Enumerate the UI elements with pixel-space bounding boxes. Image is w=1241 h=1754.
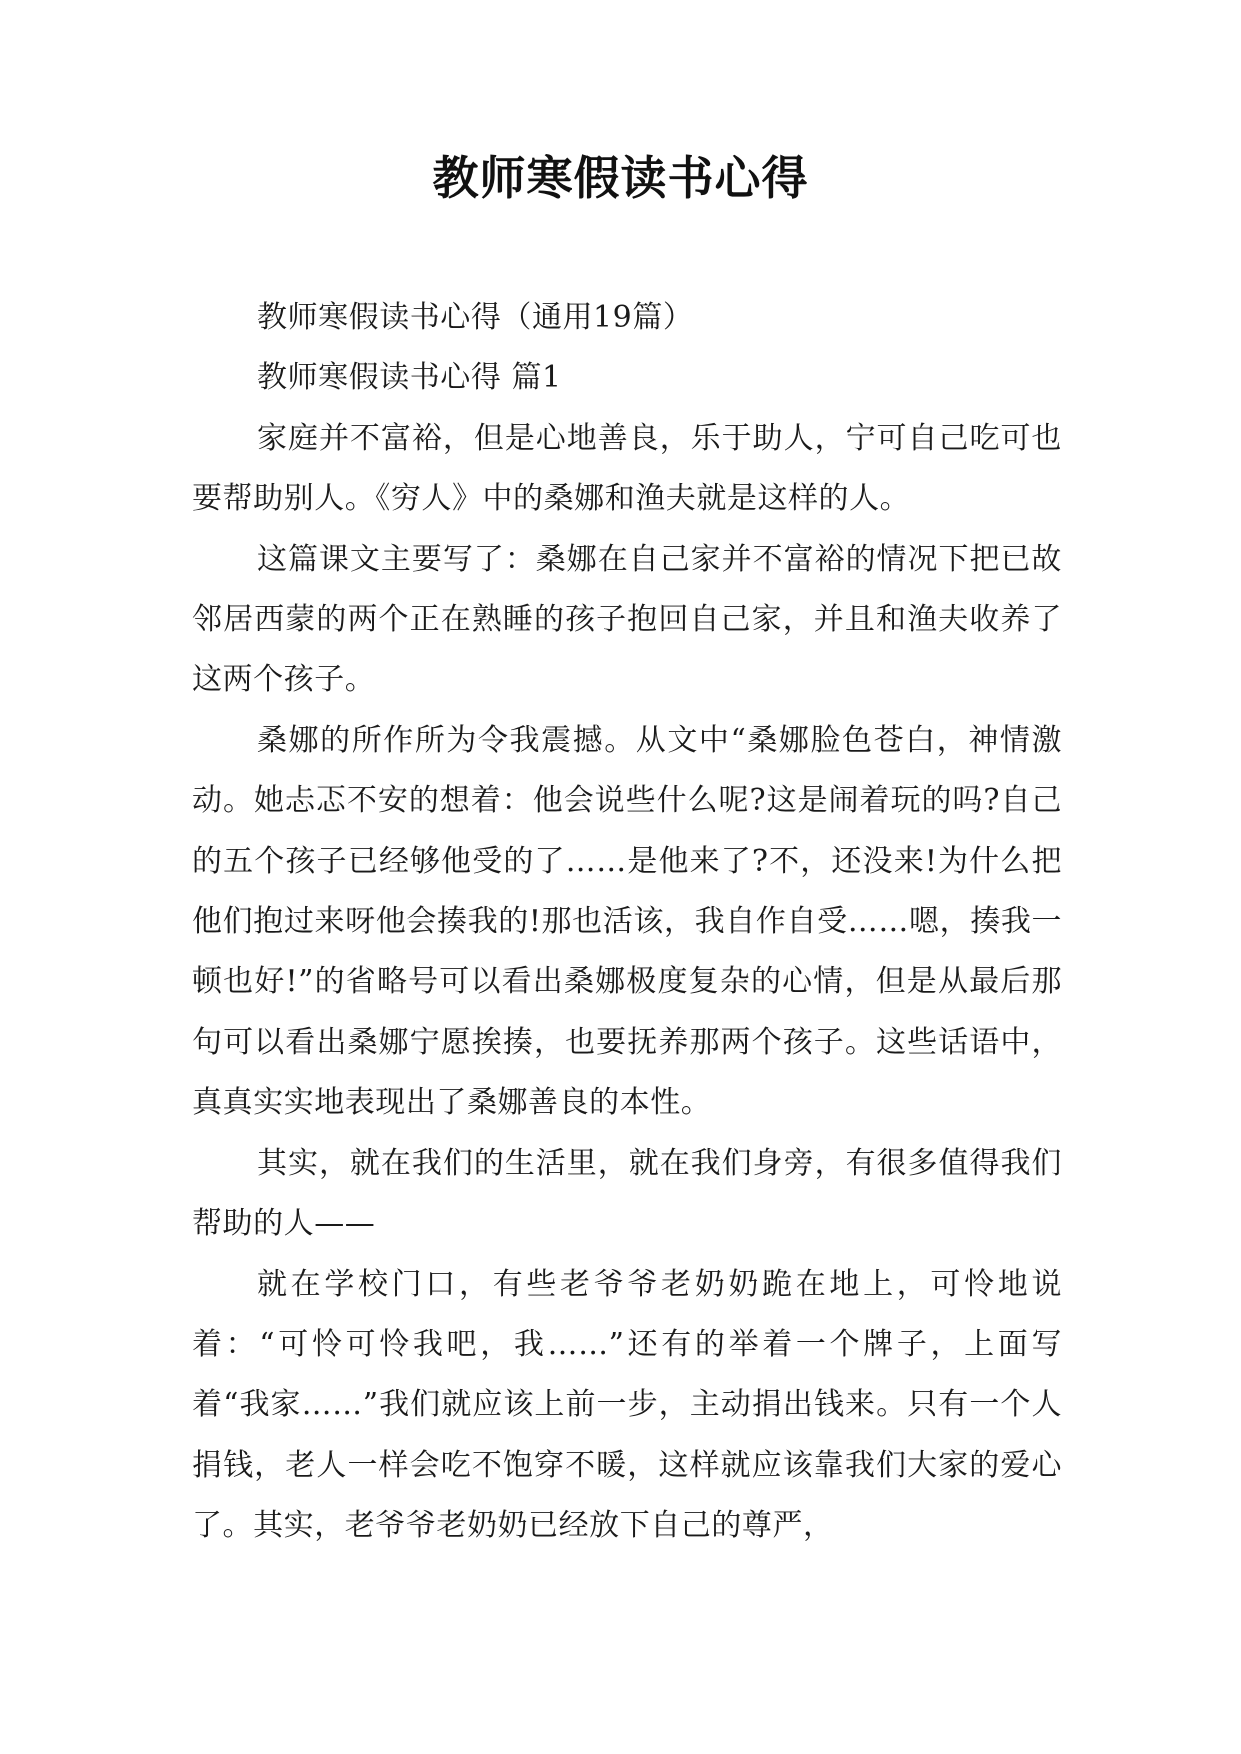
document-body bbox=[192, 288, 1062, 1557]
paragraph-section-heading: 教师寒假读书心得 篇1 bbox=[257, 360, 562, 396]
paragraph: 这篇课文主要写了：桑娜在自己家并不富裕的情况下把已故邻居西蒙的两个正在熟睡的孩子抱回自己家，并且和渔夫收养了这两个孩子。 bbox=[192, 541, 1062, 698]
paragraph-subtitle: 教师寒假读书心得（通用19篇） bbox=[257, 300, 694, 335]
document-title: 教师寒假读书心得 bbox=[432, 151, 809, 205]
paragraph: 就在学校门口，有些老爷爷老奶奶跪在地上，可怜地说着：“可怜可怜我吧，我……”还有的举着一个牌子，上面写着“我家……”我们就应该上前一步，主动捐出钱来。只有一个人捐钱，老人一样会吃不饱穿不暖，这样就应该靠我们大家的爱心了。其实，老爷爷老奶奶已经放下自己的尊严， bbox=[192, 1266, 1062, 1544]
paragraph: 家庭并不富裕，但是心地善良，乐于助人，宁可自己吃可也要帮助别人。《穷人》中的桑娜和渔夫就是这样的人。 bbox=[192, 420, 1062, 517]
paragraph: 其实，就在我们的生活里，就在我们身旁，有很多值得我们帮助的人—— bbox=[192, 1145, 1062, 1242]
paragraph: 桑娜的所作所为令我震撼。从文中“桑娜脸色苍白，神情激动。她忐忑不安的想着：他会说些什么呢?这是闹着玩的吗?自己的五个孩子已经够他受的了……是他来了?不，还没来!为什么把他们抱过来呀他会揍我的!那也活该，我自作自受……嗯，揍我一顿也好!”的省略号可以看出桑娜极度复杂的心情，但是从最后那句可以看出桑娜宁愿挨揍，也要抚养那两个孩子。这些话语中，真真实实地表现出了桑娜善良的本性。 bbox=[192, 722, 1062, 1121]
